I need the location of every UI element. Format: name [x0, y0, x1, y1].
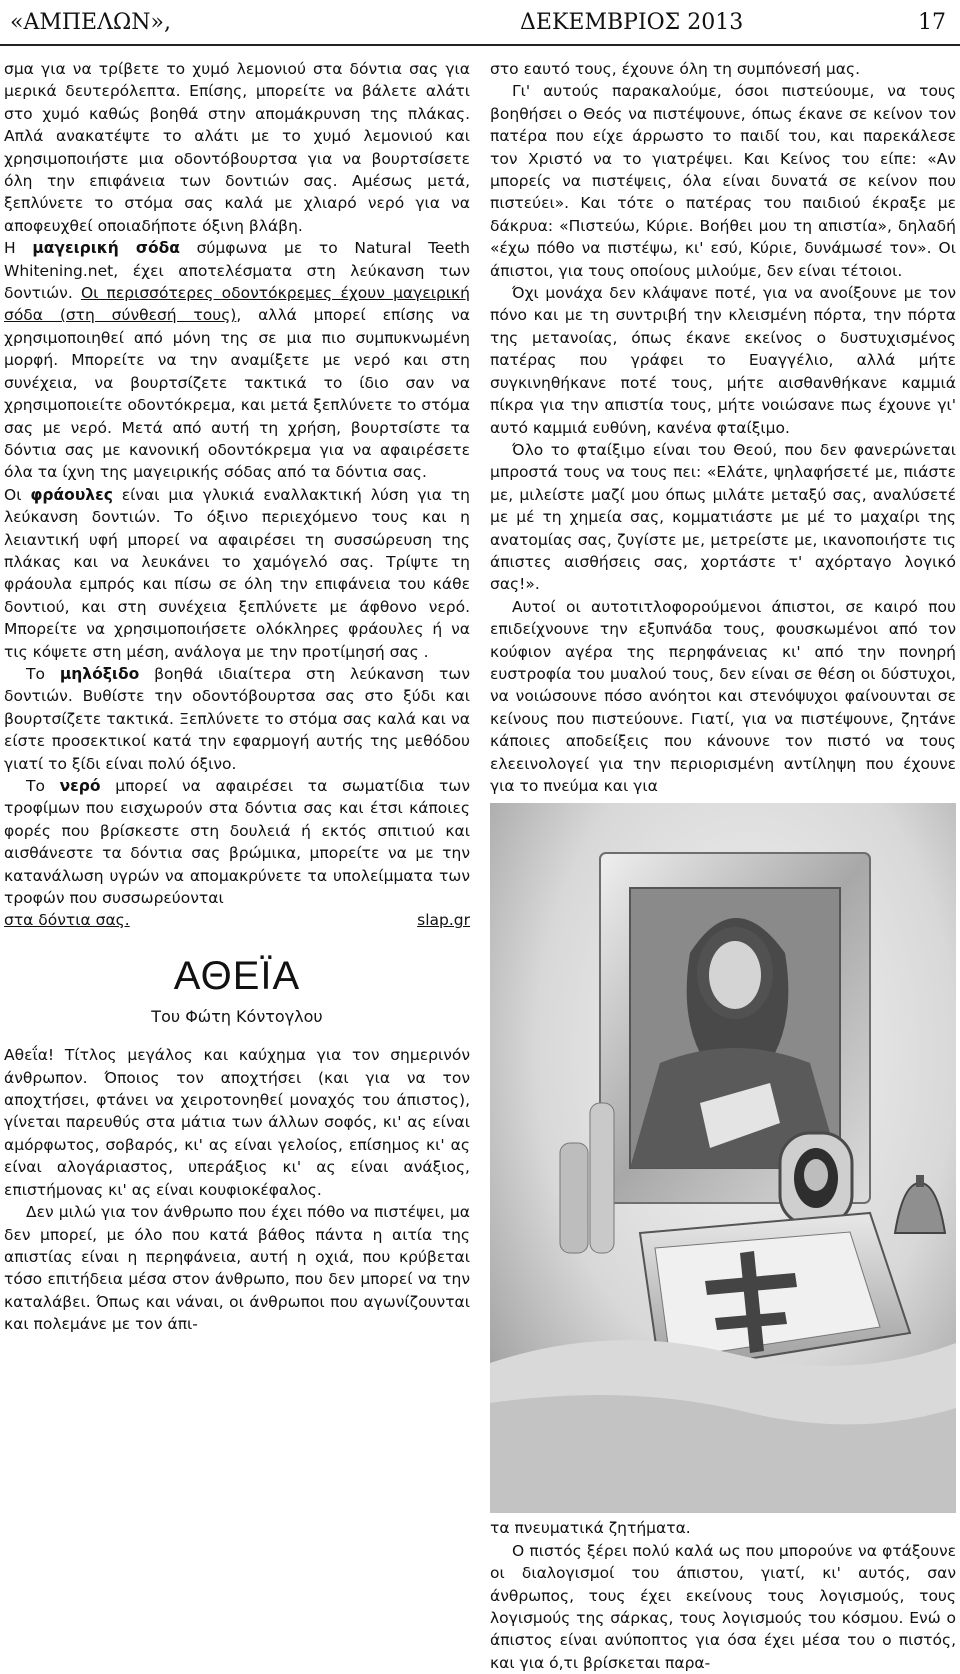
term-strawberries: φράουλες — [30, 485, 113, 504]
article-title: ΑΘΕΪΑ — [173, 953, 301, 998]
paragraph-baking-soda: Η μαγειρική σόδα σύμφωνα με το Natural Teeth Whitening.net, έχει αποτελέσματα στη λεύκανση των δοντιών. Οι περισσότερες οδοντόκρεμες έχουν μαγειρική σόδα (στη σύνθεσή τους), αλλά μπορεί επίσης να χρησιμοποιηθεί από μόνη της σε μια πιο συμπυκνωμένη μορφή. Μπορείτε να την αναμίξετε με νερό και στη συνέχεια, να βουρτσίζετε τακτικά το ίδιο σαν να χρησιμοποιείτε οδοντόκρεμα, και μετά ξεπλύνετε το στόμα σας με νερό. Μετά από αυτή τη χρήση, βουρτσίστε τα δόντια σας με κανονική οδοντόκρεμα για να αφαιρέσετε όλα τα ίχνη της μαγειρικής σόδας από τα δόντια σας. — [4, 239, 471, 482]
paragraph-r1: στο εαυτό τους, έχουνε όλη τη συμπόνεσή μας. — [490, 60, 861, 78]
paragraph-r6: τα πνευματικά ζητήματα. — [490, 1519, 691, 1538]
left-column — [4, 58, 470, 1472]
paragraph-r2: Γι' αυτούς παρακαλούμε, όσοι πιστεύουμε, να τους βοηθήσει ο Θεός να πιστέψουνε, όπως έκανε σε κείνον τον πατέρα που είχε άρρωστο το παιδί του, και παρεκάλεσε τον Χριστό να το γιατρέψει. Και Κείνος του είπε: «Αν μπορείς να πιστέψεις, όλα είναι δυνατά σε κείνον που πιστεύει». Και τότε ο πατέρας του παιδιού έκραξε με δάκρυα: «Πιστεύω, Κύριε. Βοήθει μου τη απιστία», δηλαδή «έχω πόθο να πιστέψω, κι' εσύ, Κύριε, δυνάμωσέ τον». Οι άπιστοι, για τους οποίους μιλούμε, δεν είναι τέτοιοι. — [490, 82, 956, 280]
paragraph-water: Το νερό μπορεί να αφαιρέσει τα σωματίδια των τροφίμων που εισχωρούν στα δόντια σας και έτσι κάποιες φορές που βρίσκεστε στη δουλειά ή εκτός σπιτιού και αισθάνεστε τα δόντια σας βρώμικα, μπορείτε να με την κατανάλωση υγρών να απομακρύνετε τα υπολείμματα των τροφών που συσσωρεύονται — [4, 777, 470, 908]
term-baking-soda: μαγειρική σόδα — [32, 239, 180, 258]
article-byline: Του Φώτη Κόντογλου — [151, 1006, 323, 1026]
paragraph-r5: Αυτοί οι αυτοτιτλοφορούμενοι άπιστοι, σε καιρό που επιδείχνουνε την εξυπνάδα τους, φουσκωμένοι από τον κούφιον αγέρα της περηφάνειας κι' από την πονηρή ευστροφία του μυαλού τους, δεν είναι σε θέση οι δύστυχοι, να νοιώσουνε πόσο ανόητοι και στενόψυχοι φαίνουνται σε κείνους που πιστεύουνε. Γιατί, για να πιστέψουνε, ζητάνε κάποιες αποδείξεις που κάνουνε τον πιστό να τους ελεεινολογεί για την περιορισμένη αντίληψη που έχουνε για το πνεύμα και για — [490, 597, 956, 795]
page-header — [0, 0, 960, 46]
paragraph-vinegar: Το μηλόξιδο βοηθά ιδιαίτερα στη λεύκανση των δοντιών. Βυθίστε την οδοντόβουρτσα σας στο ξύδι και βουρτσίζετε τακτικά. Ξεπλύνετε το στόμα σας καλά και να είστε προσεκτικοί κατά την εφαρμογή αυτής της μεθόδου γιατί το ξίδι είναι πολύ όξινο. — [4, 664, 470, 773]
paragraph-r4: Όλο το φταίξιμο είναι του Θεού, που δεν φανερώνεται μπροστά τους να τους πει: «Ελάτε, ψηλαφήσετέ με, πιάστε με, μιλείστε μαζί μου όπως μιλάτε μεταξύ σας, αναλύσετέ με μέ τη χημεία σας, κομματιάστε με μέ το μαχαίρι της ανατομίας σας, ζυγίστε με, μετρείστε με, ικανοποιήστε τις άπιστες αισθήσεις σας, χορτάστε τ' αχόρταγο λογικό σας!». — [490, 440, 956, 594]
header-rule — [0, 44, 960, 46]
paragraph-r3: Όχι μονάχα δεν κλάψανε ποτέ, για να ανοίξουνε με τον πόνο και με τη συντριβή την κλεισμένη πόρτα, την πόρτα της μετανοίας, όπως έκανε εκείνος ο δυστυχισμένος πατέρας που γράφει το Ευαγγέλιο, αλλά μήτε συγκινηθήκανε ποτέ τους, μήτε αισθανθήκανε καμμιά πίκρα για την απιστία τους, μήτε νοιώσανε πως έχουνε γι' αυτό καμμιά ευθύνη, κανένα φταίξιμο. — [490, 284, 956, 437]
icon-photo — [490, 803, 956, 1513]
paragraph-atheism-2: Δεν μιλώ για τον άνθρωπο που έχει πόθο να πιστέψει, μα δεν μπορεί, με όλο που κατά βάθος πάντα η αιτία της απιστίας είναι η περηφάνεια, αυτή η οχιά, που κρύβεται τόσο επιτήδεια μέσα στον άνθρωπο, που δεν μπορεί να την καταλάβει. Όπως και νάναι, οι άνθρωποι που αγωνίζουνται και πολεμάνε με τον άπι- — [4, 1203, 470, 1334]
paragraph-lemon: σμα για να τρίβετε το χυμό λεμονιού στα δόντια σας για μερικά δευτερόλεπτα. Επίσης, μπορείτε να βάλετε αλάτι στο χυμό καθώς βοηθά στην απομάκρυνση της πλάκας. Απλά ανακατέψτε το αλάτι με το χυμό λεμονιού και χρησιμοποιήστε μια οδοντόβουρτσα για να βουρτσίσετε όλη την επιφάνεια των δοντιών σας. Αμέσως μετά, ξεπλύνετε το στόμα σας καλά με χλιαρό νερό για να αποφευχθεί οποιαδήποτε όξινη βλάβη. — [4, 60, 470, 235]
underlined-sentence: Οι περισσότερες οδοντόκρεμες έχουν μαγειρική σόδα (στη σύνθεσή τους) — [4, 284, 470, 325]
newspaper-name: «ΑΜΠΕΛΩΝ», — [10, 10, 171, 35]
right-column — [490, 58, 956, 1672]
term-vinegar: μηλόξιδο — [59, 664, 140, 683]
page-number: 17 — [918, 10, 946, 35]
paragraph-atheism-1: Αθεΐα! Τίτλος μεγάλος και καύχημα για τον σημερινόν άνθρωπον. Όποιος τον αποχτήσει (και για να τον αποχτήσει, φτάνει να χειροτονηθεί μοναχός του άπιστος), γίνεται παρευθύς στα μάτια των άλλων σοφός, κι' ας είναι αμόρφωτος, σοβαρός, κι' ας είναι γελοίος, επίσημος κι' ας είναι αλογάριαστος, υπεράξιος κι' ας είναι ανάξιος, επιστήμονας κι' ας είναι κουφιοκέφαλος. — [4, 1046, 470, 1199]
paragraph-r7: Ο πιστός ξέρει πολύ καλά ως που μπορούνε να φτάξουνε οι διαλογισμοί του άπιστου, γιατί, κι' αυτός, σαν άνθρωπος, τους έχει εκείνους τους λογισμούς, τους λογισμούς της σάρκας, τους λογισμούς του κόσμου. Ενώ ο άπιστος είναι ανύποπτος για όσα έχει μέσα του ο πιστός, και για ό,τι βρίσκεται παρα- — [490, 1541, 956, 1672]
source-credit: slap.gr — [417, 911, 470, 930]
issue-date: ΔΕΚΕΜΒΡΙΟΣ 2013 — [520, 10, 744, 35]
source-line: στα δόντια σας. slap.gr — [4, 909, 470, 931]
term-water: νερό — [59, 777, 101, 795]
paragraph-strawberries: Οι φράουλες είναι μια γλυκιά εναλλακτική λύση για τη λεύκανση δοντιών. Το όξινο περιεχόμενο τους και η λειαντική υφή μπορεί να αφαιρέσει τη συσσώρευση της πλάκας και να λευκάνει το χαμόγελό σας. Τρίψτε τη φράουλα εμπρός και πίσω σε όλη την επιφάνεια του κάθε δοντιού, και στη συνέχεια ξεπλύνετε με άφθονο νερό. Μπορείτε να χρησιμοποιήσετε ολόκληρες φράουλες ή να τις κόψετε στη μέση, ανάλογα με την προτίμησή σας . — [4, 485, 470, 661]
